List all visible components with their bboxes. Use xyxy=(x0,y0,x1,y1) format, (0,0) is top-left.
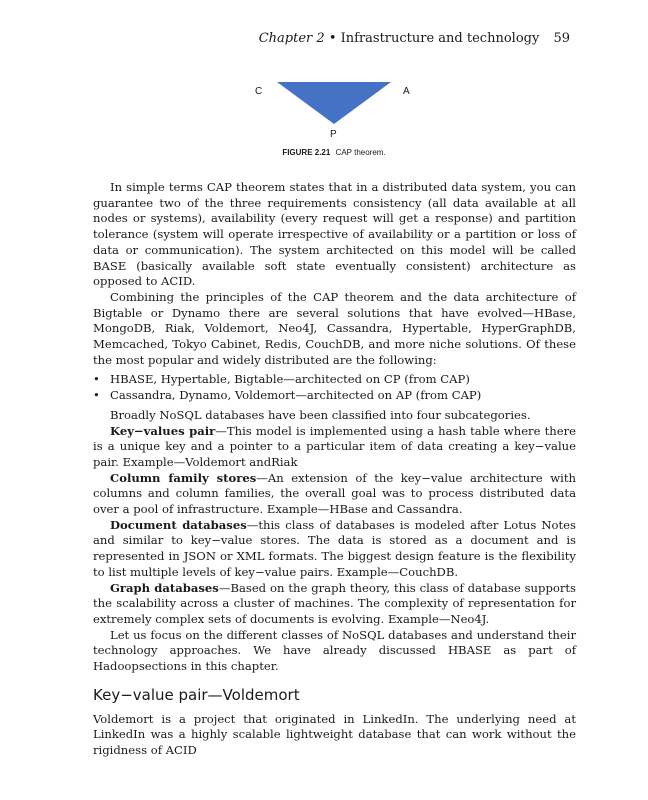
section-heading: Key−value pair—Voldemort xyxy=(93,685,300,704)
chapter-label: Chapter 2 xyxy=(258,31,325,46)
paragraph-subcategories: Broadly NoSQL databases have been classified into four subcategories. xyxy=(110,407,531,422)
caption-label: FIGURE 2.21 xyxy=(282,148,331,157)
cap-triangle xyxy=(277,82,391,124)
paragraph-voldemort: Voldemort is a project that originated in LinkedIn. The underlying need at LinkedIn was a highly scalable lightweight database that can work without the rigidness of ACID xyxy=(93,711,576,757)
running-header xyxy=(259,31,570,46)
term-document: Document databases xyxy=(110,517,247,532)
term-key-value: Key−values pair xyxy=(110,423,216,438)
triangle-shape xyxy=(277,82,391,124)
header-separator: • xyxy=(328,31,337,46)
term-graph: Graph databases xyxy=(110,580,219,595)
paragraph-cap-theorem: In simple terms CAP theorem states that in a distributed data system, you can guarantee two of the three requirements consistency (all data available at all nodes or systems), availability (every request will get a response) and partition tolerance (system will operate irrespective of availability or a partition or loss of data or communication). The system architected on this model will be called BASE (basically available soft state eventually consistent) architecture as opposed to ACID. xyxy=(93,180,576,289)
list-item: • Cassandra, Dynamo, Voldemort—architected on AP (from CAP) xyxy=(93,388,482,403)
bullet-text: Cassandra, Dynamo, Voldemort—architected on AP (from CAP) xyxy=(110,388,482,403)
paragraph-column-family: Column family stores—An extension of the key−value architecture with columns and column families, the overall goal was to process distributed data over a pool of infrastructure. Example—HBase and Cassandra. xyxy=(93,470,576,517)
paragraph-solutions: Combining the principles of the CAP theorem and the data architecture of Bigtable or Dynamo there are several solutions that have evolved—HBase, MongoDB, Riak, Voldemort, Neo4J, Cassandra, Hypertable, HyperGraphDB, Memcached, Tokyo Cabinet, Redis, CouchDB, and more niche solutions. Of these the most popular and widely distributed are the following: xyxy=(93,289,576,367)
paragraph-document: Document databases—this class of databases is modeled after Lotus Notes and similar to key−value stores. The data is stored as a document and is represented in JSON or XML formats. The biggest design feature is the flexibility to list multiple levels of key−value pairs. Example—CouchDB. xyxy=(93,517,576,579)
label-a: A xyxy=(403,86,410,97)
bullet-text: HBASE, Hypertable, Bigtable—architected on CP (from CAP) xyxy=(110,372,470,387)
label-p: P xyxy=(330,129,337,140)
page-number: 59 xyxy=(553,31,570,46)
section-title: Infrastructure and technology xyxy=(340,31,540,46)
term-column-family: Column family stores xyxy=(110,470,257,485)
caption-text: CAP theorem. xyxy=(335,148,386,157)
paragraph-graph: Graph databases—Based on the graph theory, this class of database supports the scalability across a cluster of machines. The complexity of representation for extremely complex sets of documents is evolving. Example—Neo4J. xyxy=(93,580,576,626)
list-item: • HBASE, Hypertable, Bigtable—architected on CP (from CAP) xyxy=(93,372,470,387)
paragraph-key-value: Key−values pair—This model is implemented using a hash table where there is a unique key and a pointer to a particular item of data creating a key−value pair. Example—Voldemort andRiak xyxy=(93,423,576,469)
figure-caption xyxy=(0,148,648,157)
bullet-list xyxy=(93,372,576,403)
label-c: C xyxy=(255,86,263,97)
paragraph-focus: Let us focus on the different classes of NoSQL databases and understand their technology approaches. We have already discussed HBASE as part of Hadoopsections in this chapter. xyxy=(93,627,576,674)
body-text xyxy=(93,180,576,759)
